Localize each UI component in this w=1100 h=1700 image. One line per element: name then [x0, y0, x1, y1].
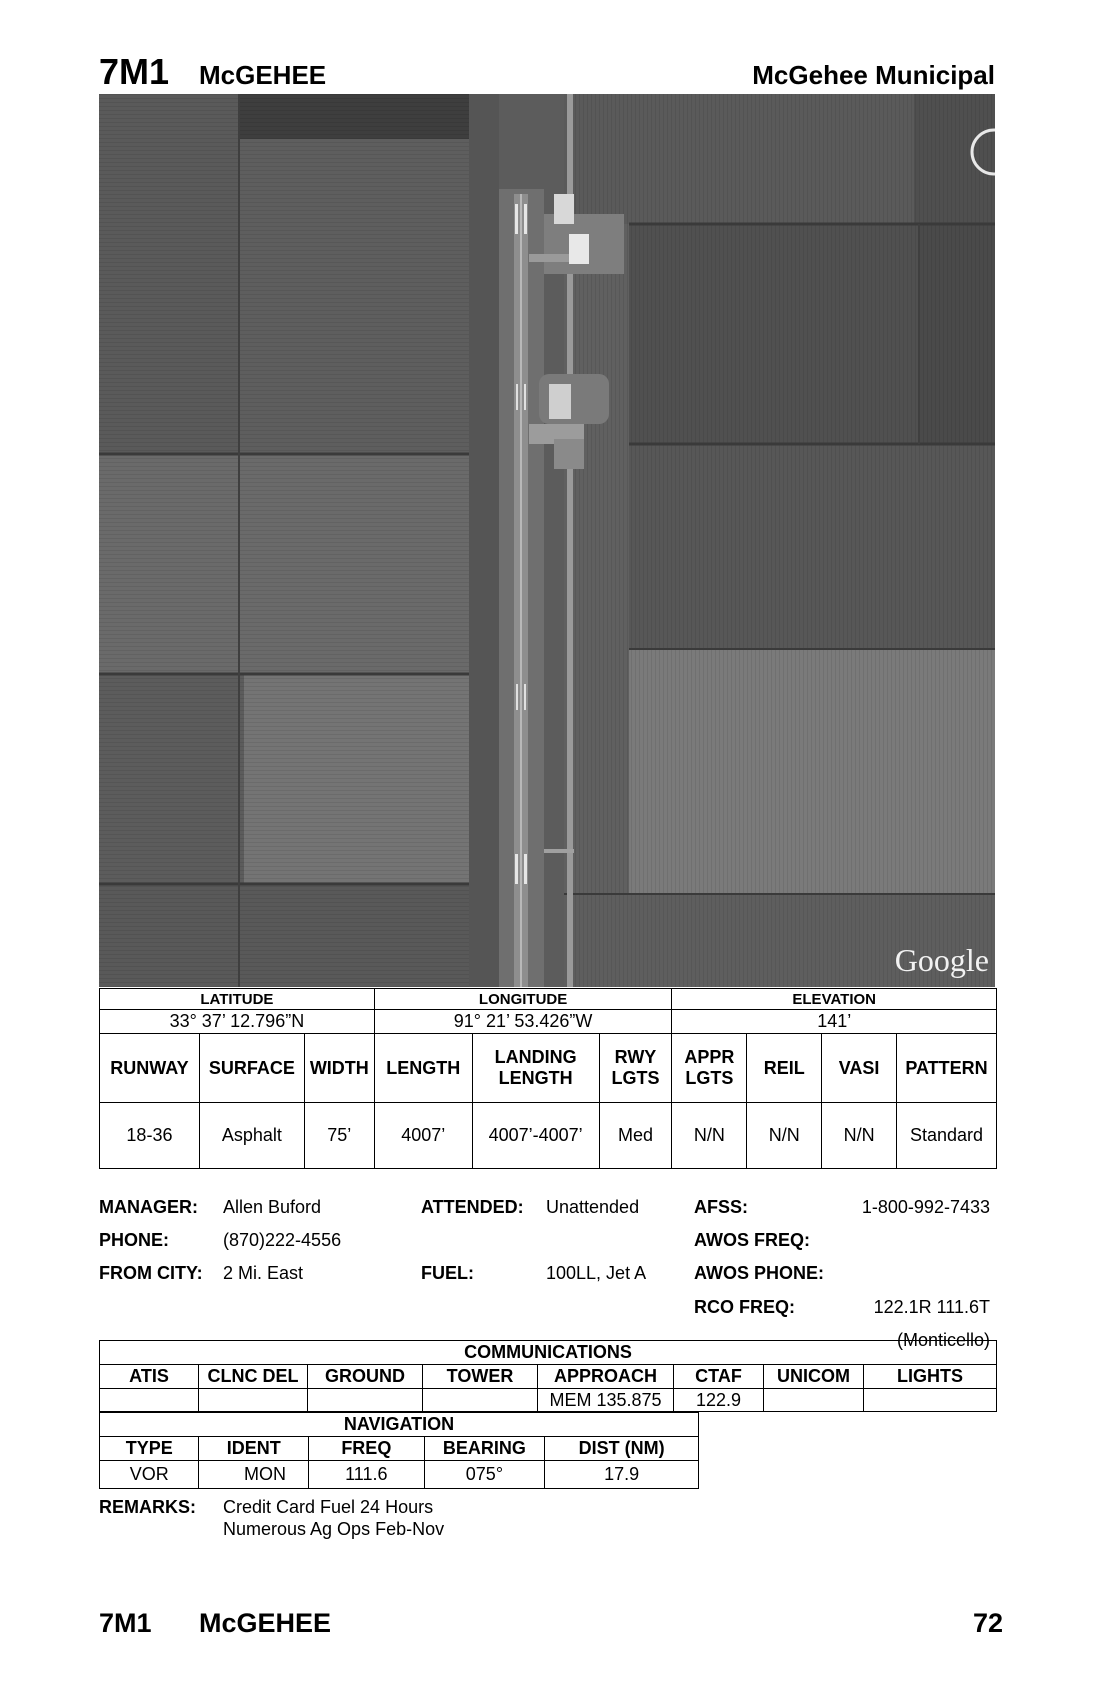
nav-bearing: 075°	[424, 1461, 545, 1489]
from-city-value: 2 Mi. East	[223, 1263, 304, 1283]
tower-header: TOWER	[423, 1365, 538, 1389]
header-line: SURFACE	[208, 1057, 295, 1078]
approach-lights: N/N	[672, 1103, 747, 1169]
runway-lights: Med	[599, 1103, 672, 1169]
page-number: 72	[972, 1608, 1003, 1638]
fuel-value: 100LL, Jet A	[546, 1263, 647, 1283]
nav-ident: MON	[199, 1461, 309, 1489]
atis-value	[100, 1389, 199, 1412]
footer-airport-id: 7M1	[99, 1608, 152, 1638]
ground-value	[308, 1389, 423, 1412]
runway-col-header	[100, 1034, 200, 1103]
navigation-table	[99, 1412, 699, 1489]
longitude-header: LONGITUDE	[374, 989, 672, 1010]
communications-title: COMMUNICATIONS	[100, 1341, 997, 1365]
footer-city: McGEHEE	[199, 1608, 332, 1638]
communications-table	[99, 1340, 997, 1412]
runway-landing-length: 4007’-4007’	[472, 1103, 599, 1169]
width-col-header	[304, 1034, 374, 1103]
communications-value-row	[100, 1389, 997, 1412]
remark-line: Credit Card Fuel 24 Hours	[223, 1497, 434, 1517]
pattern-value: Standard	[897, 1103, 997, 1169]
attended-label: ATTENDED:	[421, 1197, 524, 1217]
reil-col-header	[747, 1034, 822, 1103]
awos-freq-label: AWOS FREQ:	[694, 1230, 810, 1250]
aerial-photo-drawing	[99, 94, 995, 987]
afss-label: AFSS:	[694, 1197, 748, 1217]
elevation-header: ELEVATION	[672, 989, 997, 1010]
runway-row	[100, 1103, 997, 1169]
navigation-title: NAVIGATION	[100, 1413, 699, 1437]
surface-col-header	[199, 1034, 304, 1103]
remark-line: Numerous Ag Ops Feb-Nov	[223, 1519, 445, 1539]
vasi-col-header	[822, 1034, 897, 1103]
rco-freq-value: 122.1R 111.6T	[873, 1297, 990, 1317]
nav-bearing-header: BEARING	[424, 1437, 545, 1461]
phone-label: PHONE:	[99, 1230, 170, 1250]
ground-header: GROUND	[308, 1365, 423, 1389]
airport-data-table	[99, 988, 997, 1169]
ctaf-header: CTAF	[674, 1365, 764, 1389]
longitude-value: 91° 21’ 53.426”W	[374, 1010, 672, 1034]
page-header	[99, 52, 995, 92]
header-line: LANDING	[494, 1047, 577, 1067]
header-line: REIL	[763, 1057, 805, 1078]
page-footer	[99, 1608, 1003, 1642]
header-line: LENGTH	[498, 1068, 573, 1088]
manager-value: Allen Buford	[223, 1197, 322, 1217]
nav-type-header: TYPE	[100, 1437, 199, 1461]
header-line: WIDTH	[309, 1057, 369, 1078]
header-line: VASI	[838, 1057, 880, 1078]
airport-id: 7M1	[99, 51, 170, 92]
nav-freq: 111.6	[309, 1461, 425, 1489]
latitude-header: LATITUDE	[100, 989, 375, 1010]
atis-header: ATIS	[100, 1365, 199, 1389]
reil-value: N/N	[747, 1103, 822, 1169]
awos-phone-label: AWOS PHONE:	[694, 1263, 825, 1283]
header-line: APPR	[684, 1047, 735, 1067]
runway-length: 4007’	[374, 1103, 472, 1169]
lights-header: LIGHTS	[864, 1365, 997, 1389]
approach-value: MEM 135.875	[538, 1389, 674, 1412]
header-line: LGTS	[685, 1068, 734, 1088]
airport-name: McGehee Municipal	[752, 60, 995, 90]
navigation-header-row	[100, 1437, 699, 1461]
nav-dist: 17.9	[545, 1461, 699, 1489]
landing-length-col-header	[472, 1034, 599, 1103]
runway-id: 18-36	[100, 1103, 200, 1169]
elevation-value: 141’	[672, 1010, 997, 1034]
unicom-value	[764, 1389, 864, 1412]
nav-ident-header: IDENT	[199, 1437, 309, 1461]
unicom-header: UNICOM	[764, 1365, 864, 1389]
rwy-lgts-col-header	[599, 1034, 672, 1103]
afss-value: 1-800-992-7433	[861, 1197, 990, 1217]
header-line: PATTERN	[905, 1057, 988, 1078]
ctaf-value: 122.9	[674, 1389, 764, 1412]
fuel-label: FUEL:	[421, 1263, 474, 1283]
communications-header-row	[100, 1365, 997, 1389]
manager-label: MANAGER:	[99, 1197, 198, 1217]
lights-value	[864, 1389, 997, 1412]
airport-city: McGEHEE	[199, 60, 327, 90]
latitude-value: 33° 37’ 12.796”N	[100, 1010, 375, 1034]
google-logo: Google	[894, 942, 989, 978]
runway-header-row	[100, 1034, 997, 1103]
nav-freq-header: FREQ	[309, 1437, 425, 1461]
from-city-label: FROM CITY:	[99, 1263, 203, 1283]
rco-note: (Monticello)	[896, 1330, 990, 1350]
approach-header: APPROACH	[538, 1365, 674, 1389]
header-line: LENGTH	[386, 1057, 461, 1078]
pattern-col-header	[897, 1034, 997, 1103]
header-line: RWY	[614, 1047, 657, 1067]
rco-freq-label: RCO FREQ:	[694, 1297, 795, 1317]
header-line: LGTS	[611, 1068, 660, 1088]
tower-value	[423, 1389, 538, 1412]
vasi-value: N/N	[822, 1103, 897, 1169]
runway-width: 75’	[304, 1103, 374, 1169]
phone-value: (870)222-4556	[223, 1230, 342, 1250]
header-line: RUNWAY	[110, 1057, 189, 1078]
runway-surface: Asphalt	[199, 1103, 304, 1169]
clnc-del-header: CLNC DEL	[199, 1365, 308, 1389]
aerial-photo	[99, 94, 995, 987]
remarks-label: REMARKS:	[99, 1497, 196, 1517]
length-col-header	[374, 1034, 472, 1103]
clnc-del-value	[199, 1389, 308, 1412]
appr-lgts-col-header	[672, 1034, 747, 1103]
attended-value: Unattended	[546, 1197, 640, 1217]
nav-type: VOR	[100, 1461, 199, 1489]
navigation-row	[100, 1461, 699, 1489]
nav-dist-header: DIST (NM)	[545, 1437, 699, 1461]
